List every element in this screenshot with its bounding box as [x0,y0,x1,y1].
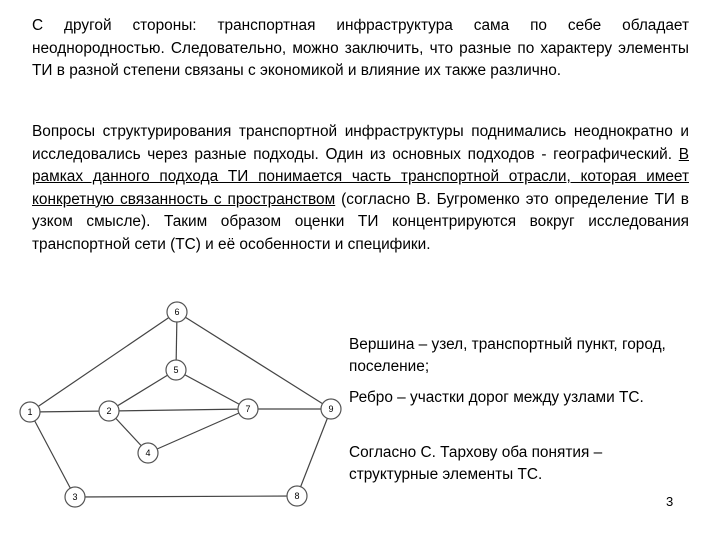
graph-node-9 [321,399,341,419]
paragraph-approaches-part2: (согласно В. Бугроменко это определение ТИ в узком смысле). Таким образом оценки ТИ концентрируются вокруг исследования транспортной сети (ТС) и её особенности и специфики. [32,190,689,253]
graph-node-6 [167,302,187,322]
page-number: 3 [666,494,674,509]
graph-edge-1-2 [30,411,109,412]
graph-nodes [20,302,341,507]
graph-edge-1-3 [30,412,75,497]
graph-edge-5-7 [176,370,248,409]
graph-node-label: 5 [173,365,179,375]
graph-node-label: 2 [106,406,112,416]
paragraph-approaches [32,121,689,256]
graph-node-label: 6 [174,307,180,317]
graph-edge-2-7 [109,409,248,411]
graph-node-label: 3 [72,492,78,502]
graph-node-2 [99,401,119,421]
graph-node-5 [166,360,186,380]
graph-node-3 [65,487,85,507]
graph-node-8 [287,486,307,506]
graph-node-4 [138,443,158,463]
paragraph-approaches-part1: Вопросы структурирования транспортной инфраструктуры поднимались неоднократно и исследовались через разные подходы. Один из основных подходов - географический. [32,123,689,163]
graph-edge-8-9 [297,409,331,496]
underlined-definition: В рамках данного подхода ТИ понимается часть транспортной отрасли, которая имеет конкретную связанность с пространством [32,145,689,208]
definition-edge: Ребро – участки дорог между узлами ТС. [349,389,644,406]
graph-node-label: 1 [27,407,33,417]
paragraph-intro: С другой стороны: транспортная инфраструктура сама по себе обладает неоднородностью. Следовательно, можно заключить, что разные по характеру элементы ТИ в разной степени связаны с экономикой и влияние их также различно. [32,17,689,79]
graph-node-label: 4 [145,448,151,458]
definition-structural-elements: Согласно С. Тархову оба понятия – структурные элементы ТС. [349,444,603,483]
graph-node-7 [238,399,258,419]
graph-edge-3-8 [75,496,297,497]
graph-node-1 [20,402,40,422]
graph-edge-4-7 [148,409,248,453]
graph-edge-6-1 [30,312,177,412]
graph-node-label: 7 [245,404,251,414]
transport-network-graph [0,290,345,520]
graph-edge-5-2 [109,370,176,411]
graph-node-label: 9 [328,404,334,414]
graph-node-label: 8 [294,491,300,501]
graph-edges [30,312,334,497]
definition-vertex: Вершина – узел, транспортный пункт, город, поселение; [349,336,666,375]
graph-edge-6-9 [177,312,331,409]
